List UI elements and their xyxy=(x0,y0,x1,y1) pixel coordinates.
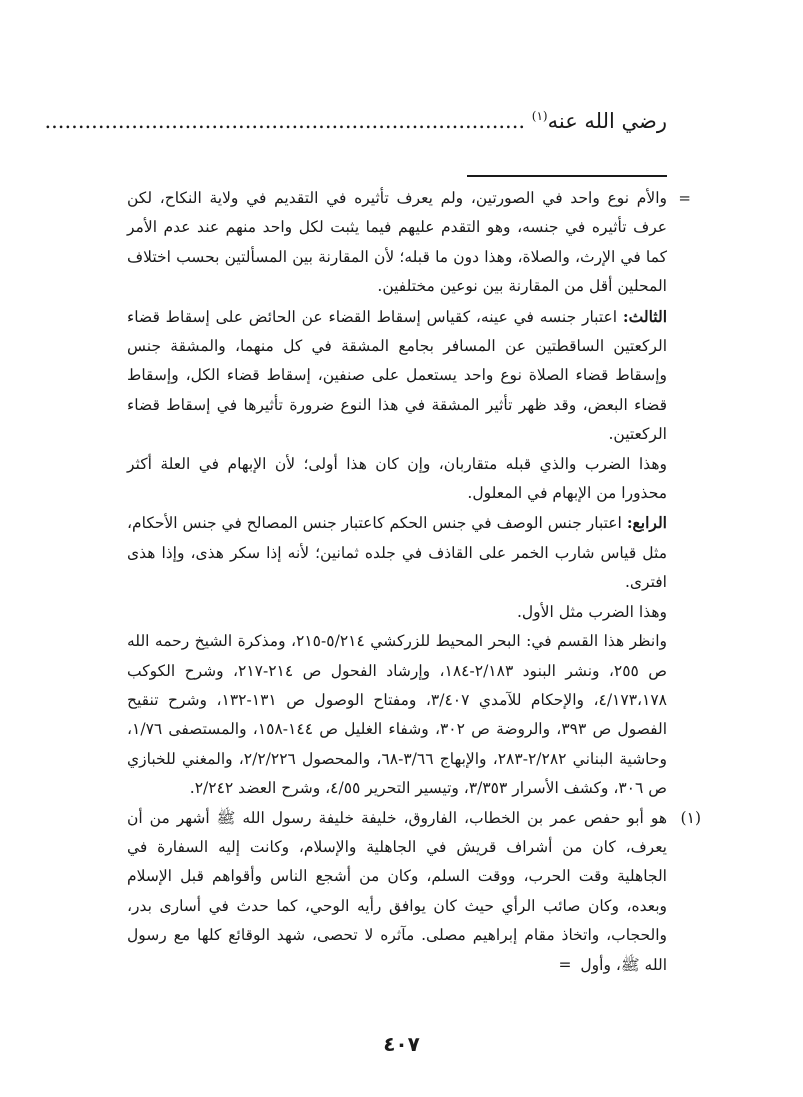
paragraph-text: اعتبار جنس الوصف في جنس الحكم كاعتبار جنس المصالح في جنس الأحكام، مثل قياس شارب الخمر على القاذف في جلده ثمانين؛ لأنه إذا سكر هذى، وإذا هذى افترى. xyxy=(127,514,667,592)
footnote-paragraph xyxy=(127,450,667,509)
footnote-marker: (١) xyxy=(531,109,548,123)
footnotes-section xyxy=(127,184,701,980)
footnote-paragraph-third xyxy=(127,302,667,450)
footnote-paragraph-fourth xyxy=(127,508,667,597)
main-text: رضي الله عنه xyxy=(547,109,667,133)
paragraph-text: هو أبو حفص عمر بن الخطاب، الفاروق، خليفة خليفة رسول الله ﷺ أشهر من أن يعرف، كان من أشراف قريش في الجاهلية والإسلام، وكانت إليه السفارة في الجاهلية وقت الحرب، ووقت السلم، وكان من أشجع الناس وأقواهم قبل الإسلام وبعده، وكان صائب الرأي حيث كان يوافق رأيه الوحي، كما حدث في أسارى بدر، والحجاب، واتخاذ مقام إبراهيم مصلى. مآثره لا تحصى، شهد الوقائع كلها مع رسول الله ﷺ، وأول xyxy=(127,808,667,974)
footnote-separator xyxy=(467,175,667,177)
footnote-paragraph-references xyxy=(127,627,667,803)
footnote-paragraph-continued xyxy=(127,184,667,302)
paragraph-text: والأم نوع واحد في الصورتين، ولم يعرف تأثيره في التقديم في ولاية النكاح، لكن عرف تأثيره في جنسه، وهو التقدم عليهم فيما يثبت لكل واحد منهم عند عدم الأمر كما في الإرث، والصلاة، وهذا دون ما قبله؛ لأن المقارنة بين المسألتين بحسب اختلاف المحلين أقل من المقارنة بين نوعين مختلفين. xyxy=(127,189,668,296)
main-text-line xyxy=(44,96,667,141)
continuation-mark: = xyxy=(558,955,572,974)
footnote-number: (١) xyxy=(680,808,701,827)
page-number: ٤٠٧ xyxy=(383,1032,420,1056)
ellipsis-dots: ........................................................................ xyxy=(44,109,526,133)
paragraph-text: وهذا الضرب والذي قبله متقاربان، وإن كان هذا أولى؛ لأن الإبهام في العلة أكثر محذورا من الإبهام في المعلول. xyxy=(127,454,667,503)
paragraph-text: اعتبار جنسه في عينه، كقياس إسقاط القضاء عن الحائض على إسقاط قضاء الركعتين الساقطتين عن المسافر بجامع المشقة في كل منهما، والمشقة جنس وإسقاط قضاء الصلاة نوع واحد يستعمل على صنفين، إسقاط قضاء الكل، وإسقاط قضاء البعض، وقد ظهر تأثير المشقة في هذا النوع ضرورة تأثيرها في إسقاط قضاء الركعتين. xyxy=(127,307,667,444)
label-third: الثالث: xyxy=(622,306,667,326)
label-fourth: الرابع: xyxy=(626,513,667,533)
footnote-one xyxy=(127,804,701,980)
paragraph-text: وهذا الضرب مثل الأول. xyxy=(516,602,667,621)
paragraph-text: وانظر هذا القسم في: البحر المحيط للزركشي ٥/٢١٤-٢١٥، ومذكرة الشيخ رحمه الله ص ٢٥٥، ونشر البنود ٢/١٨٣-١٨٤، وإرشاد الفحول ص ٢١٤-٢١٧، وشرح الكوكب ٤/١٧٣،١٧٨، والإحكام للآمدي ٣/٤٠٧، ومفتاح الوصول ص ١٣١-١٣٢، وشرح تنقيح الفصول ص ٣٩٣، والروضة ص ٣٠٢، وشفاء الغليل ص ١٤٤-١٥٨، والمستصفى ١/٧٦، وحاشية البناني ٢/٢٨٢-٢٨٣، والإبهاج ٣/٦٦-٦٨، والمحصول ٢/٢/٢٢٦، والمغني للخبازي ص ٣٠٦، وكشف الأسرار ٣/٣٥٣، وتيسير التحرير ٤/٥٥، وشرح العضد ٢/٢٤٢. xyxy=(127,632,668,798)
footnote-paragraph xyxy=(127,598,667,627)
